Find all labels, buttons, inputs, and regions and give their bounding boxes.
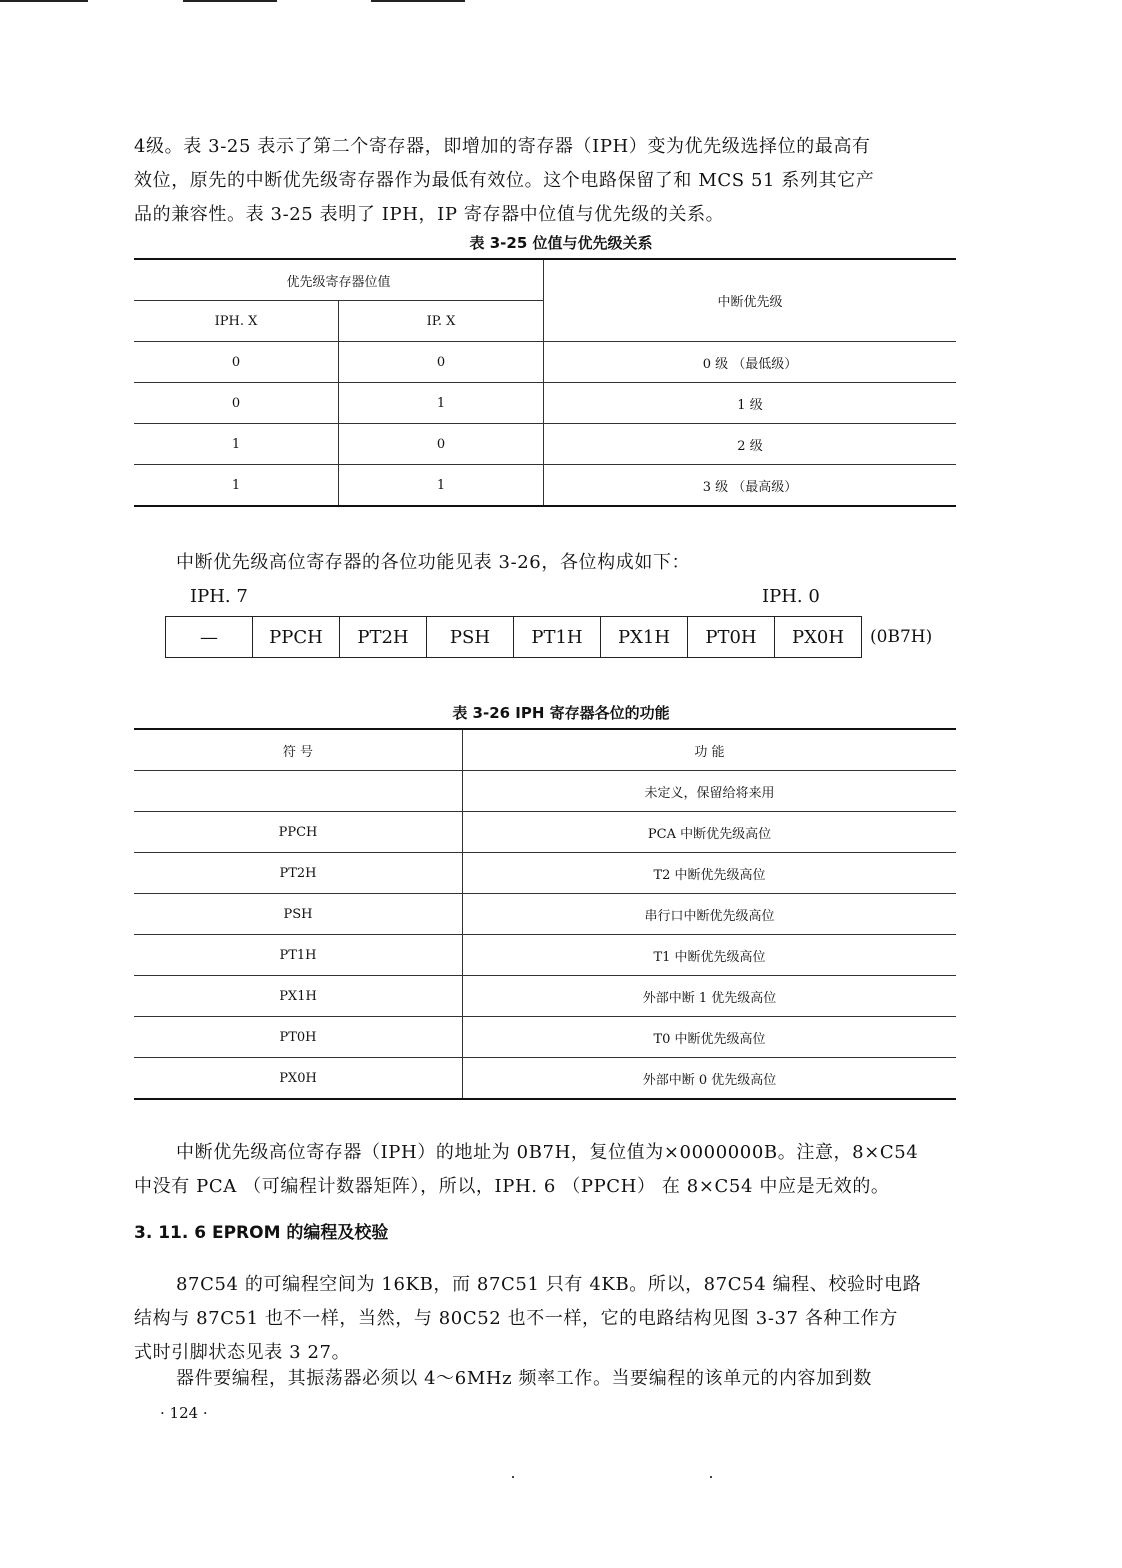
register-address: (0B7H) [870,627,933,647]
header-cell: IP. X [339,301,544,342]
register-right-label: IPH. 0 [762,586,820,607]
register-bit: PT2H [339,616,427,658]
table-cell: PPCH [134,812,463,853]
header-cell: IPH. X [134,301,339,342]
scan-speck [512,1476,514,1478]
table-cell: PX1H [134,976,463,1017]
register-bit: PPCH [252,616,340,658]
table-row [134,853,956,894]
register-diagram [165,616,932,658]
table-caption: 表 3-26 IPH 寄存器各位的功能 [452,704,670,722]
register-bit: PT0H [687,616,775,658]
table-cell: T2 中断优先级高位 [463,853,957,894]
header-cell: 功 能 [463,729,957,771]
table-cell [134,771,463,812]
text-line: 器件要编程，其振荡器必须以 4～6MHz 频率工作。当要编程的该单元的内容加到数 [176,1368,872,1389]
table-header-row [134,729,956,771]
register-bit: PT1H [513,616,601,658]
table-cell: 外部中断 1 优先级高位 [463,976,957,1017]
text-line: 结构与 87C51 也不一样，当然，与 80C52 也不一样，它的电路结构见图 3-37 各种工作方 [134,1308,898,1329]
table-cell: PCA 中断优先级高位 [463,812,957,853]
table-cell: T0 中断优先级高位 [463,1017,957,1058]
table-row [134,383,956,424]
iph-function-table [134,728,956,1100]
table-cell: 未定义，保留给将来用 [463,771,957,812]
table-header-row [134,259,956,301]
register-intro: 中断优先级高位寄存器的各位功能见表 3-26，各位构成如下： [176,552,691,573]
table-cell: 1 级 [544,383,957,424]
text-line: 品的兼容性。表 3-25 表明了 IPH，IP 寄存器中位值与优先级的关系。 [134,204,725,225]
table-row [134,465,956,507]
table-cell: PSH [134,894,463,935]
header-cell: 符 号 [134,729,463,771]
table-cell: 1 [339,465,544,507]
priority-table [134,258,956,507]
table-cell: 0 级 （最低级） [544,342,957,383]
table-row [134,935,956,976]
table-cell: 2 级 [544,424,957,465]
table-cell: 0 [134,342,339,383]
register-bit: PX1H [600,616,688,658]
table-cell: T1 中断优先级高位 [463,935,957,976]
header-group-cell: 优先级寄存器位值 [134,259,544,301]
table-cell: 外部中断 0 优先级高位 [463,1058,957,1100]
text-line: 87C54 的可编程空间为 16KB，而 87C51 只有 4KB。所以，87C54 编程、校验时电路 [176,1274,922,1295]
table-cell: PT2H [134,853,463,894]
table-caption: 表 3-25 位值与优先级关系 [469,234,653,252]
table-row [134,1017,956,1058]
table-cell: 1 [339,383,544,424]
table-cell: PT0H [134,1017,463,1058]
table-cell: PX0H [134,1058,463,1100]
scan-speck [710,1476,712,1478]
register-left-label: IPH. 7 [190,586,248,607]
table-row [134,976,956,1017]
scan-mark [371,0,465,2]
text-line: 中没有 PCA （可编程计数器矩阵），所以，IPH. 6 （PPCH） 在 8×C54 中应是无效的。 [134,1176,890,1197]
table-row [134,1058,956,1100]
text-line: 中断优先级高位寄存器（IPH）的地址为 0B7H，复位值为×0000000B。注意，8×C54 [176,1142,919,1163]
register-bit: — [165,616,253,658]
table-cell: 0 [339,424,544,465]
table-cell: 0 [134,383,339,424]
table-cell: 串行口中断优先级高位 [463,894,957,935]
page-number: · 124 · [160,1404,208,1422]
register-bit: PSH [426,616,514,658]
table-cell: 0 [339,342,544,383]
table-row [134,894,956,935]
scan-mark [0,0,88,2]
table-row [134,812,956,853]
text-line: 效位，原先的中断优先级寄存器作为最低有效位。这个电路保留了和 MCS 51 系列其它产 [134,170,875,191]
table-cell: 1 [134,424,339,465]
text-line: 4级。表 3-25 表示了第二个寄存器，即增加的寄存器（IPH）变为优先级选择位的最高有 [134,136,871,157]
section-heading: 3. 11. 6 EPROM 的编程及校验 [134,1223,389,1243]
table-row [134,771,956,812]
table-row [134,342,956,383]
header-cell: 中断优先级 [544,259,957,342]
table-cell: 3 级 （最高级） [544,465,957,507]
text-line: 式时引脚状态见表 3 27。 [134,1342,351,1363]
table-cell: 1 [134,465,339,507]
scan-mark [183,0,277,2]
register-bit: PX0H [774,616,862,658]
table-cell: PT1H [134,935,463,976]
table-row [134,424,956,465]
